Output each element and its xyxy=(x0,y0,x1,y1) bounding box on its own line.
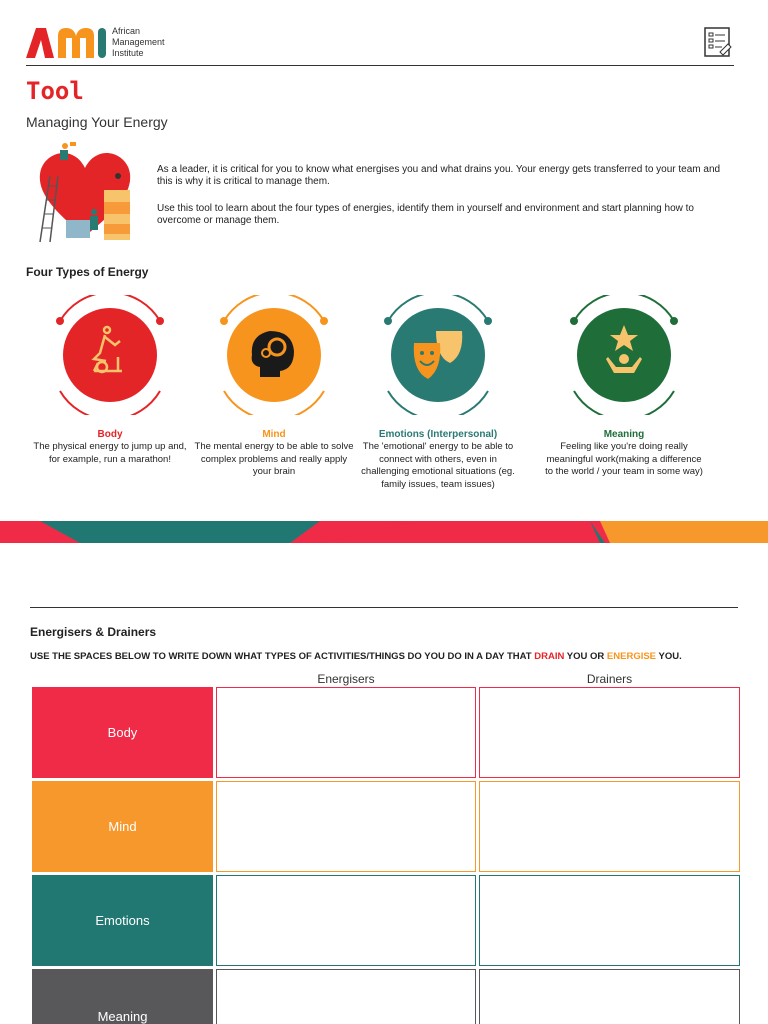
energy-item-emotions: Emotions (Interpersonal) The 'emotional' energy to be able to connect with others, even in challenging emotional situations (eg. family issues, team issues) xyxy=(361,429,515,490)
energy-item-body: Body The physical energy to jump up and, for example, run a marathon! xyxy=(33,429,187,465)
meaning-energisers-field[interactable] xyxy=(216,969,476,1024)
meaning-drainers-field[interactable] xyxy=(479,969,740,1024)
column-header-energisers: Energisers xyxy=(317,672,375,686)
body-drainers-field[interactable] xyxy=(479,687,740,778)
four-types-heading: Four Types of Energy xyxy=(26,265,149,279)
emotions-energy-badge xyxy=(378,295,498,415)
emotions-drainers-field[interactable] xyxy=(479,875,740,966)
mind-energisers-field[interactable] xyxy=(216,781,476,872)
logo-text: African Management Institute xyxy=(112,26,165,58)
row-label-emotions: Emotions xyxy=(32,875,213,966)
heart-team-illustration xyxy=(32,140,138,244)
page-title: Tool xyxy=(26,77,84,105)
column-header-drainers: Drainers xyxy=(586,672,633,686)
intro-paragraph-1: As a leader, it is critical for you to know what energises you and what drains you. Your energy gets transferred to your team and this is why it is critical to manage them. xyxy=(157,164,721,187)
body-energy-badge xyxy=(50,295,170,415)
energisers-instruction: USE THE SPACES BELOW TO WRITE DOWN WHAT TYPES OF ACTIVITIES/THINGS DO YOU DO IN A DAY THAT DRAIN YOU OR ENERGISE YOU. xyxy=(30,651,682,662)
row-label-mind: Mind xyxy=(32,781,213,872)
energy-item-mind: Mind The mental energy to be able to solve complex problems and really apply your brain xyxy=(194,429,354,477)
mind-drainers-field[interactable] xyxy=(479,781,740,872)
emotions-energisers-field[interactable] xyxy=(216,875,476,966)
intro-paragraph-2: Use this tool to learn about the four types of energies, identify them in yourself and environment and start planning how to overcome or manage them. xyxy=(157,203,694,226)
decorative-banner xyxy=(0,521,768,543)
page-subtitle: Managing Your Energy xyxy=(26,114,168,130)
checklist-document-icon xyxy=(702,26,734,58)
header-divider xyxy=(26,65,734,66)
body-energisers-field[interactable] xyxy=(216,687,476,778)
mind-energy-badge xyxy=(214,295,334,415)
energisers-heading: Energisers & Drainers xyxy=(30,625,157,639)
row-label-body: Body xyxy=(32,687,213,778)
meaning-energy-badge xyxy=(564,295,684,415)
energy-item-meaning: Meaning Feeling like you're doing really meaningful work(making a difference to the world / your team in some way) xyxy=(545,429,703,477)
section-divider xyxy=(30,607,738,608)
row-label-meaning: Meaning xyxy=(32,969,213,1024)
